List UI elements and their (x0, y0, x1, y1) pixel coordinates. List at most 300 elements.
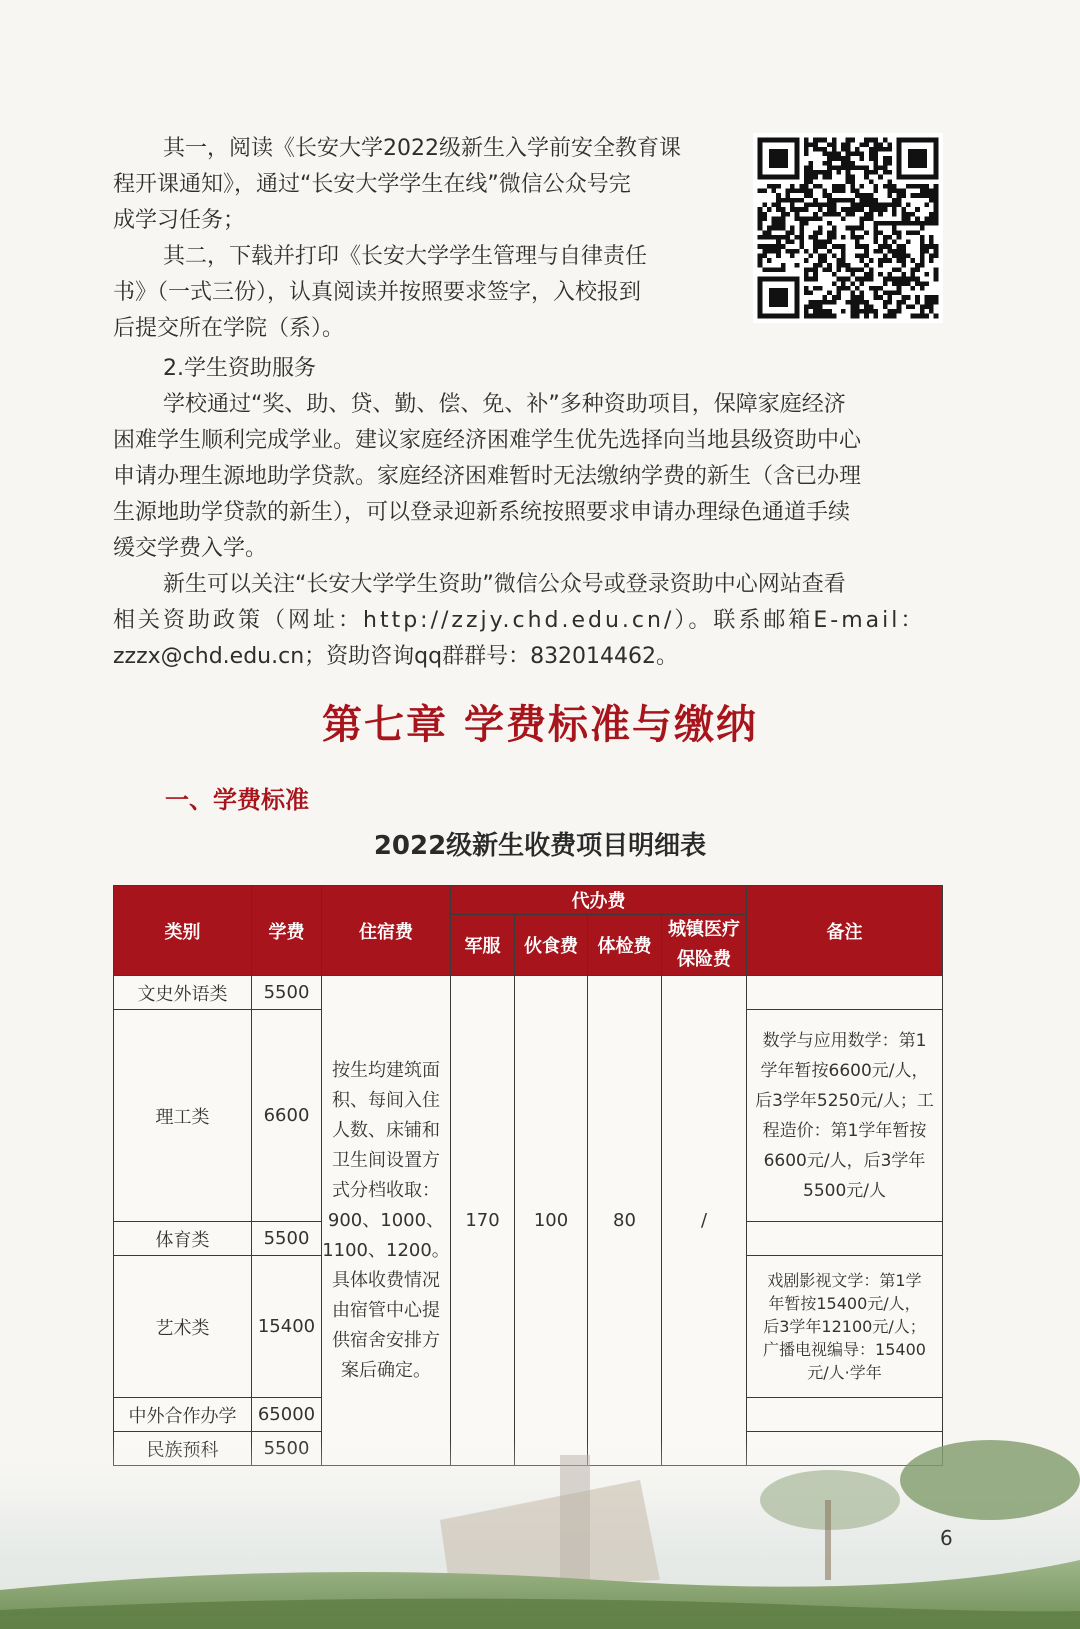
qr-module (832, 203, 837, 208)
qr-module (897, 198, 902, 203)
remark-line: 6600元/人，后3学年 (763, 1150, 926, 1171)
qr-module (869, 156, 874, 161)
qr-module (911, 277, 916, 282)
remark-line: 戏剧影视文学：第1学 (767, 1271, 922, 1290)
qr-module (813, 216, 818, 221)
qr-module (929, 216, 934, 221)
qr-module (832, 212, 837, 217)
qr-module (836, 244, 841, 249)
qr-module (920, 258, 925, 263)
qr-module (809, 304, 814, 309)
qr-module (920, 189, 925, 194)
qr-module (823, 170, 828, 175)
qr-module (767, 230, 772, 235)
qr-module (767, 184, 772, 189)
qr-module (804, 304, 809, 309)
uniform-fee: 170 (451, 976, 515, 1466)
qr-module (855, 277, 860, 282)
qr-module (934, 203, 939, 208)
qr-module (869, 286, 874, 291)
qr-module (860, 258, 865, 263)
qr-module (772, 235, 777, 240)
qr-module (818, 244, 823, 249)
qr-module (813, 272, 818, 277)
qr-module (929, 258, 934, 263)
qr-module (860, 253, 865, 258)
qr-module (883, 235, 888, 240)
qr-module (924, 281, 929, 286)
qr-module (901, 193, 906, 198)
qr-module (836, 295, 841, 300)
qr-module (772, 189, 777, 194)
qr-module (758, 244, 763, 249)
qr-module (799, 235, 804, 240)
qr-module (901, 263, 906, 268)
qr-module (915, 193, 920, 198)
qr-module (823, 240, 828, 245)
qr-module (855, 189, 860, 194)
qr-module (767, 249, 772, 254)
qr-module (804, 216, 809, 221)
qr-module (924, 304, 929, 309)
qr-module (790, 184, 795, 189)
qr-module (836, 156, 841, 161)
qr-module (804, 189, 809, 194)
qr-module (776, 193, 781, 198)
remark-line: 后3学年5250元/人；工 (755, 1090, 934, 1111)
qr-module (823, 152, 828, 157)
qr-module (887, 300, 892, 305)
qr-module (934, 212, 939, 217)
qr-module (841, 156, 846, 161)
lodging-note (322, 976, 451, 1466)
qr-module (841, 198, 846, 203)
qr-module (878, 142, 883, 147)
qr-module (841, 258, 846, 263)
qr-module (850, 212, 855, 217)
qr-module (823, 314, 828, 319)
qr-module (869, 304, 874, 309)
qr-module (818, 314, 823, 319)
qr-module (804, 142, 809, 147)
qr-module (883, 304, 888, 309)
qr-module (901, 249, 906, 254)
qr-module (846, 175, 851, 180)
lodging-note-line: 案后确定。 (341, 1359, 431, 1381)
qr-module (934, 221, 939, 226)
qr-module (813, 170, 818, 175)
qr-module (934, 189, 939, 194)
campus-landscape-image (0, 1440, 1080, 1629)
qr-module (813, 235, 818, 240)
qr-module (883, 300, 888, 305)
qr-module (785, 240, 790, 245)
qr-module (804, 147, 809, 152)
qr-module (804, 170, 809, 175)
qr-module (809, 253, 814, 258)
qr-module (873, 295, 878, 300)
meals-fee: 100 (515, 976, 588, 1466)
qr-module (836, 258, 841, 263)
qr-module (924, 244, 929, 249)
qr-module (809, 216, 814, 221)
qr-module (767, 267, 772, 272)
qr-module (883, 147, 888, 152)
qr-module (897, 309, 902, 314)
qr-module (850, 203, 855, 208)
qr-module (813, 309, 818, 314)
qr-module (855, 314, 860, 319)
qr-module (836, 189, 841, 194)
qr-module (767, 207, 772, 212)
remark-art (747, 1256, 943, 1398)
qr-module (846, 156, 851, 161)
qr-module (892, 189, 897, 194)
qr-module (855, 253, 860, 258)
qr-module (841, 244, 846, 249)
qr-module (892, 212, 897, 217)
qr-module (836, 212, 841, 217)
qr-module (850, 226, 855, 231)
qr-module (785, 198, 790, 203)
qr-module (897, 281, 902, 286)
qr-module (860, 300, 865, 305)
qr-module (873, 291, 878, 296)
lodging-note-line: 由宿管中心提 (332, 1299, 440, 1321)
qr-module (873, 138, 878, 143)
qr-module (901, 212, 906, 217)
intro-line: 其二，下载并打印《长安大学学生管理与自律责任 (163, 244, 648, 269)
qr-module (809, 142, 814, 147)
qr-module (832, 156, 837, 161)
qr-module (772, 203, 777, 208)
qr-module (813, 277, 818, 282)
qr-module (790, 240, 795, 245)
qr-module (873, 165, 878, 170)
qr-module (776, 253, 781, 258)
qr-module (892, 314, 897, 319)
qr-module (850, 152, 855, 157)
qr-module (860, 291, 865, 296)
qr-module (818, 170, 823, 175)
qr-module (785, 235, 790, 240)
qr-module (929, 212, 934, 217)
qr-module (869, 216, 874, 221)
qr-module (795, 263, 800, 268)
qr-module (846, 198, 851, 203)
qr-module (920, 253, 925, 258)
qr-module (906, 203, 911, 208)
qr-module (920, 240, 925, 245)
qr-module (897, 235, 902, 240)
qr-module (841, 249, 846, 254)
qr-module (772, 226, 777, 231)
qr-module (841, 189, 846, 194)
qr-module (887, 272, 892, 277)
qr-module (809, 300, 814, 305)
qr-module (892, 184, 897, 189)
qr-module (929, 193, 934, 198)
qr-module (776, 216, 781, 221)
qr-module (767, 235, 772, 240)
qr-module (869, 193, 874, 198)
qr-module (804, 165, 809, 170)
qr-module (846, 207, 851, 212)
qr-module (878, 165, 883, 170)
qr-module (841, 281, 846, 286)
aid-line: 申请办理生源地助学贷款。家庭经济困难暂时无法缴纳学费的新生（含已办理 (113, 464, 862, 489)
qr-module (827, 240, 832, 245)
qr-module (832, 230, 837, 235)
qr-module (855, 207, 860, 212)
qr-module (758, 221, 763, 226)
qr-module (846, 267, 851, 272)
qr-module (781, 216, 786, 221)
qr-module (827, 212, 832, 217)
qr-module (878, 207, 883, 212)
qr-module (860, 156, 865, 161)
qr-module (823, 309, 828, 314)
qr-module (920, 281, 925, 286)
qr-module (790, 189, 795, 194)
qr-module (924, 189, 929, 194)
qr-module (827, 170, 832, 175)
qr-module (846, 165, 851, 170)
qr-module (892, 230, 897, 235)
qr-module (860, 198, 865, 203)
qr-module (873, 286, 878, 291)
qr-module (860, 184, 865, 189)
qr-module (790, 226, 795, 231)
qr-module (892, 291, 897, 296)
qr-module (823, 212, 828, 217)
qr-module (855, 235, 860, 240)
qr-module (781, 235, 786, 240)
qr-module (855, 203, 860, 208)
qr-module (887, 179, 892, 184)
qr-module (911, 184, 916, 189)
qr-module (864, 165, 869, 170)
qr-module (781, 226, 786, 231)
qr-module (823, 189, 828, 194)
qr-module (781, 207, 786, 212)
qr-module (906, 221, 911, 226)
qr-module (827, 235, 832, 240)
qr-module (887, 295, 892, 300)
lodging-note-line: 1100、1200。 (322, 1239, 450, 1261)
qr-module (878, 244, 883, 249)
qr-module (836, 277, 841, 282)
qr-module (869, 258, 874, 263)
qr-module (892, 249, 897, 254)
qr-module (920, 226, 925, 231)
qr-module (772, 216, 777, 221)
qr-module (813, 300, 818, 305)
qr-module (758, 216, 763, 221)
qr-module (878, 263, 883, 268)
qr-module (818, 286, 823, 291)
qr-module (827, 161, 832, 166)
qr-module (799, 244, 804, 249)
lodging-note-line: 900、1000、 (327, 1209, 445, 1231)
qr-module (827, 309, 832, 314)
qr-module (846, 286, 851, 291)
qr-module (873, 189, 878, 194)
qr-module (776, 235, 781, 240)
qr-module (827, 175, 832, 180)
qr-module (809, 179, 814, 184)
qr-module (864, 203, 869, 208)
qr-module (785, 249, 790, 254)
qr-module (827, 249, 832, 254)
aid-line: zzzx@chd.edu.cn；资助咨询qq群群号：832014462。 (113, 644, 679, 669)
qr-module (776, 198, 781, 203)
qr-module (864, 272, 869, 277)
qr-module (832, 253, 837, 258)
qr-module (864, 253, 869, 258)
qr-module (892, 226, 897, 231)
intro-line: 成学习任务； (113, 208, 246, 233)
intro-line: 程开课通知》，通过“长安大学学生在线”微信公众号完 (113, 172, 631, 197)
qr-module (823, 295, 828, 300)
qr-module (934, 244, 939, 249)
remark-empty (747, 1398, 943, 1432)
qr-module (813, 230, 818, 235)
qr-module (887, 156, 892, 161)
qr-module (929, 244, 934, 249)
qr-module (809, 277, 814, 282)
header-remarks: 备注 (747, 886, 943, 976)
qr-module (901, 295, 906, 300)
qr-module (855, 286, 860, 291)
row-tuition: 6600 (252, 1010, 322, 1222)
qr-module (846, 152, 851, 157)
qr-module (772, 244, 777, 249)
qr-module (813, 244, 818, 249)
qr-module (860, 309, 865, 314)
qr-module (864, 212, 869, 217)
qr-module (846, 212, 851, 217)
qr-module (836, 198, 841, 203)
header-category: 类别 (114, 886, 252, 976)
qr-module (915, 281, 920, 286)
qr-module (920, 263, 925, 268)
qr-module (813, 286, 818, 291)
qr-module (887, 235, 892, 240)
qr-module (892, 277, 897, 282)
qr-module (906, 295, 911, 300)
remark-line: 年暂按15400元/人， (768, 1294, 921, 1313)
qr-module (855, 304, 860, 309)
qr-module (887, 291, 892, 296)
qr-module (883, 170, 888, 175)
qr-module (832, 314, 837, 319)
qr-module (832, 189, 837, 194)
qr-module (864, 304, 869, 309)
qr-module (809, 161, 814, 166)
intro-line: 后提交所在学院（系）。 (113, 316, 345, 341)
qr-module (809, 175, 814, 180)
qr-module (929, 240, 934, 245)
qr-module (827, 263, 832, 268)
qr-module (846, 161, 851, 166)
qr-module (924, 249, 929, 254)
qr-module (813, 203, 818, 208)
qr-module (772, 221, 777, 226)
qr-module (915, 216, 920, 221)
remark-empty (747, 976, 943, 1010)
qr-module (920, 304, 925, 309)
qr-module (892, 309, 897, 314)
qr-module (850, 235, 855, 240)
aid-heading: 2.学生资助服务 (163, 356, 316, 381)
qr-module (804, 152, 809, 157)
qr-module (924, 203, 929, 208)
qr-module (818, 263, 823, 268)
qr-module (883, 244, 888, 249)
qr-module (901, 277, 906, 282)
qr-module (929, 189, 934, 194)
qr-module (929, 253, 934, 258)
row-category: 理工类 (114, 1010, 252, 1222)
qr-module (781, 198, 786, 203)
qr-module (924, 216, 929, 221)
qr-module (934, 184, 939, 189)
qr-module (860, 221, 865, 226)
qr-module (827, 221, 832, 226)
qr-module (920, 249, 925, 254)
qr-module (781, 221, 786, 226)
qr-module (878, 286, 883, 291)
qr-module (906, 240, 911, 245)
lodging-note-line: 供宿舍安排方 (332, 1329, 440, 1351)
qr-module (883, 138, 888, 143)
qr-module (813, 267, 818, 272)
qr-module (804, 314, 809, 319)
fee-table (113, 885, 943, 1466)
qr-module (911, 230, 916, 235)
qr-module (892, 207, 897, 212)
remark-line: 元/人·学年 (807, 1363, 882, 1382)
qr-module (813, 212, 818, 217)
qr-module (934, 249, 939, 254)
qr-module (799, 216, 804, 221)
qr-module (841, 165, 846, 170)
remark-empty (747, 1222, 943, 1256)
qr-module (795, 249, 800, 254)
qr-module (924, 300, 929, 305)
qr-module (776, 249, 781, 254)
qr-module (781, 267, 786, 272)
qr-module (804, 175, 809, 180)
qr-module (818, 230, 823, 235)
qr-module (873, 152, 878, 157)
qr-module (832, 142, 837, 147)
qr-module (809, 189, 814, 194)
intro-paragraphs (113, 131, 738, 347)
insurance-fee: / (662, 976, 747, 1466)
qr-module (832, 244, 837, 249)
qr-module (804, 272, 809, 277)
row-tuition: 5500 (252, 1222, 322, 1256)
qr-module (873, 147, 878, 152)
aid-line: 新生可以关注“长安大学学生资助”微信公众号或登录资助中心网站查看 (163, 572, 846, 597)
qr-module (887, 314, 892, 319)
qr-module (850, 314, 855, 319)
qr-module (892, 281, 897, 286)
intro-line: 书》（一式三份），认真阅读并按照要求签字，入校报到 (113, 280, 642, 305)
qr-module (781, 212, 786, 217)
